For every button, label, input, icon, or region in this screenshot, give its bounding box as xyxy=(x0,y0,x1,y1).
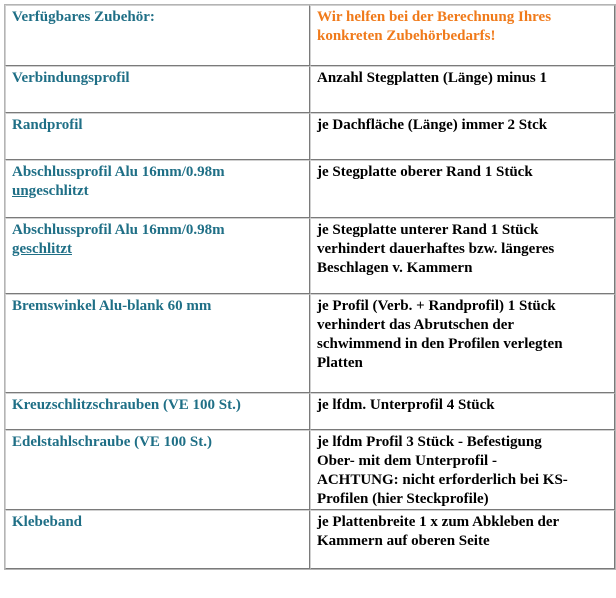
accessory-name: Klebeband xyxy=(12,514,83,530)
accessory-requirement-line-4: Profilen (hier Steckprofile) xyxy=(317,491,489,507)
header-right-line-2: konkreten Zubehörbedarfs! xyxy=(317,28,496,44)
table-row xyxy=(5,113,615,160)
accessory-requirement-line-3: ACHTUNG: nicht erforderlich bei KS- xyxy=(317,472,568,488)
accessory-name-cell xyxy=(5,430,310,510)
accessory-requirement-line-2: Kammern auf oberen Seite xyxy=(317,533,490,549)
accessory-requirement-cell xyxy=(310,393,615,430)
accessory-requirement-cell xyxy=(310,218,615,294)
accessory-name: Abschlussprofil Alu 16mm/0.98m xyxy=(12,164,225,180)
accessory-requirement: je lfdm. Unterprofil 4 Stück xyxy=(317,397,495,413)
accessory-requirement-cell xyxy=(310,66,615,113)
accessory-name-cell xyxy=(5,160,310,218)
accessory-requirement: je Profil (Verb. + Randprofil) 1 Stück xyxy=(317,298,556,314)
accessory-name: Kreuzschlitzschrauben (VE 100 St.) xyxy=(12,397,241,413)
header-right-cell xyxy=(310,5,615,66)
accessory-requirement-line-3: schwimmend in den Profilen verlegten xyxy=(317,336,563,352)
header-left-label: Verfügbares Zubehör: xyxy=(12,9,155,25)
table-header-row xyxy=(5,5,615,66)
accessory-name: Randprofil xyxy=(12,117,83,133)
table-row xyxy=(5,510,615,569)
accessory-name-cell xyxy=(5,510,310,569)
accessory-requirement: je lfdm Profil 3 Stück - Befestigung xyxy=(317,434,542,450)
accessory-name-cell xyxy=(5,113,310,160)
accessories-table xyxy=(4,4,616,570)
accessory-requirement: je Stegplatte oberer Rand 1 Stück xyxy=(317,164,533,180)
header-left-cell xyxy=(5,5,310,66)
accessory-requirement-line-4: Platten xyxy=(317,355,363,371)
header-right-line-1: Wir helfen bei der Berechnung Ihres xyxy=(317,9,552,25)
accessory-name-line-2 xyxy=(12,182,305,201)
accessory-name-cell xyxy=(5,218,310,294)
accessory-requirement-cell xyxy=(310,510,615,569)
accessory-name-line-2: geschlitzt xyxy=(12,241,72,257)
table-row xyxy=(5,160,615,218)
accessory-requirement-line-2: verhindert das Abrutschen der xyxy=(317,317,515,333)
accessory-requirement-cell xyxy=(310,430,615,510)
accessory-name: Verbindungsprofil xyxy=(12,70,130,86)
accessory-requirement-line-2: Ober- mit dem Unterprofil - xyxy=(317,453,497,469)
accessory-requirement-line-2: verhindert dauerhaftes bzw. längeres xyxy=(317,241,555,257)
table-row xyxy=(5,66,615,113)
accessory-requirement-cell xyxy=(310,294,615,393)
table-row xyxy=(5,430,615,510)
accessory-requirement-cell xyxy=(310,160,615,218)
accessory-name: Abschlussprofil Alu 16mm/0.98m xyxy=(12,222,225,238)
accessory-requirement-cell xyxy=(310,113,615,160)
accessory-requirement-line-3: Beschlagen v. Kammern xyxy=(317,260,473,276)
accessory-requirement: Anzahl Stegplatten (Länge) minus 1 xyxy=(317,70,548,86)
accessory-name-cell xyxy=(5,393,310,430)
accessory-name-underlined-part: ung xyxy=(12,183,37,199)
accessory-name: Edelstahlschraube (VE 100 St.) xyxy=(12,434,213,450)
accessory-name: Bremswinkel Alu-blank 60 mm xyxy=(12,298,212,314)
accessory-requirement: je Stegplatte unterer Rand 1 Stück xyxy=(317,222,539,238)
table-row xyxy=(5,294,615,393)
accessory-name-cell xyxy=(5,294,310,393)
accessory-requirement: je Plattenbreite 1 x zum Abkleben der xyxy=(317,514,560,530)
table-row xyxy=(5,393,615,430)
accessory-name-rest: eschlitzt xyxy=(36,183,89,199)
accessory-name-cell xyxy=(5,66,310,113)
table-row xyxy=(5,218,615,294)
accessory-requirement: je Dachfläche (Länge) immer 2 Stck xyxy=(317,117,548,133)
